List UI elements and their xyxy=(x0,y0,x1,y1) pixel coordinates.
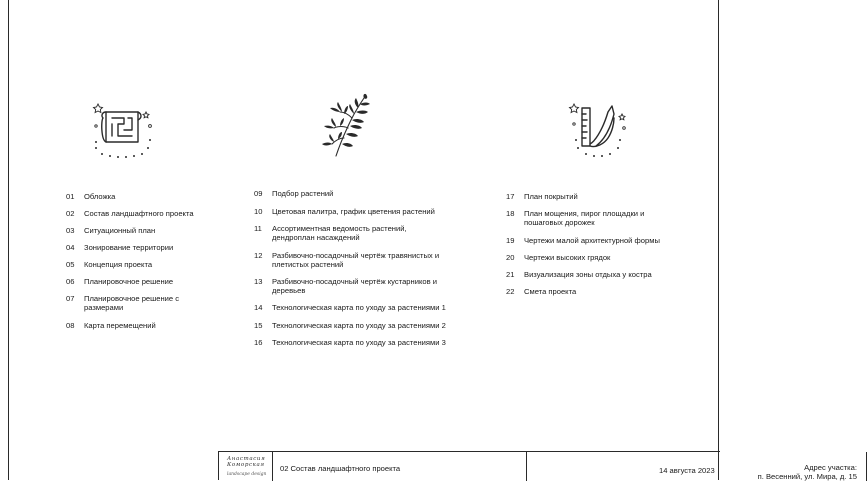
sheet-title: 02 Состав ландшафтного проекта xyxy=(273,452,527,481)
toc-item: 09 Подбор растений xyxy=(254,189,334,198)
blueprint-plan-icon xyxy=(84,96,160,162)
toc-item: 15 Технологическая карта по уходу за растениями 2 xyxy=(254,321,446,330)
address-label: Адрес участка: xyxy=(804,463,857,472)
toc-item: 02 Состав ландшафтного проекта xyxy=(66,209,194,218)
toc-item: 17 План покрытий xyxy=(506,192,578,201)
toc-item: 16 Технологическая карта по уходу за растениями 3 xyxy=(254,338,446,347)
toc-item: 03 Ситуационный план xyxy=(66,226,156,235)
toc-item: 19 Чертежи малой архитектурной формы xyxy=(506,236,660,245)
toc-item: 11 Ассортиментная ведомость растений, дендроплан насаждений xyxy=(254,224,407,242)
toc-item: 08 Карта перемещений xyxy=(66,321,156,330)
toc-item: 12 Разбивочно-посадочный чертёж травянистых и плетистых растений xyxy=(254,251,440,269)
toc-item: 20 Чертежи высоких грядок xyxy=(506,253,611,262)
toc-item: 04 Зонирование территории xyxy=(66,243,174,252)
toc-item: 05 Концепция проекта xyxy=(66,260,153,269)
toc-item: 10 Цветовая палитра, график цветения растений xyxy=(254,207,435,216)
toc-item: 01 Обложка xyxy=(66,192,116,201)
toc-item: 21 Визуализация зоны отдыха у костра xyxy=(506,270,652,279)
title-block xyxy=(218,451,857,481)
ruler-pencil-icon xyxy=(562,94,632,162)
address-value: п. Весенний, ул. Мира, д. 15 xyxy=(757,472,857,481)
designer-logo: Анастасия Коморская landscape design xyxy=(219,452,273,481)
toc-item: 13 Разбивочно-посадочный чертёж кустарников и деревьев xyxy=(254,277,437,295)
plant-sprig-icon xyxy=(318,92,384,162)
toc-item: 18 План мощения, пирог площадки и пошаговых дорожек xyxy=(506,209,645,227)
toc-item: 07 Планировочное решение с размерами xyxy=(66,294,180,312)
toc-item: 06 Планировочное решение xyxy=(66,277,174,286)
toc-item: 14 Технологическая карта по уходу за растениями 1 xyxy=(254,303,446,312)
project-date: 14 августа 2023 xyxy=(659,466,715,475)
toc-item: 22 Смета проекта xyxy=(506,287,577,296)
